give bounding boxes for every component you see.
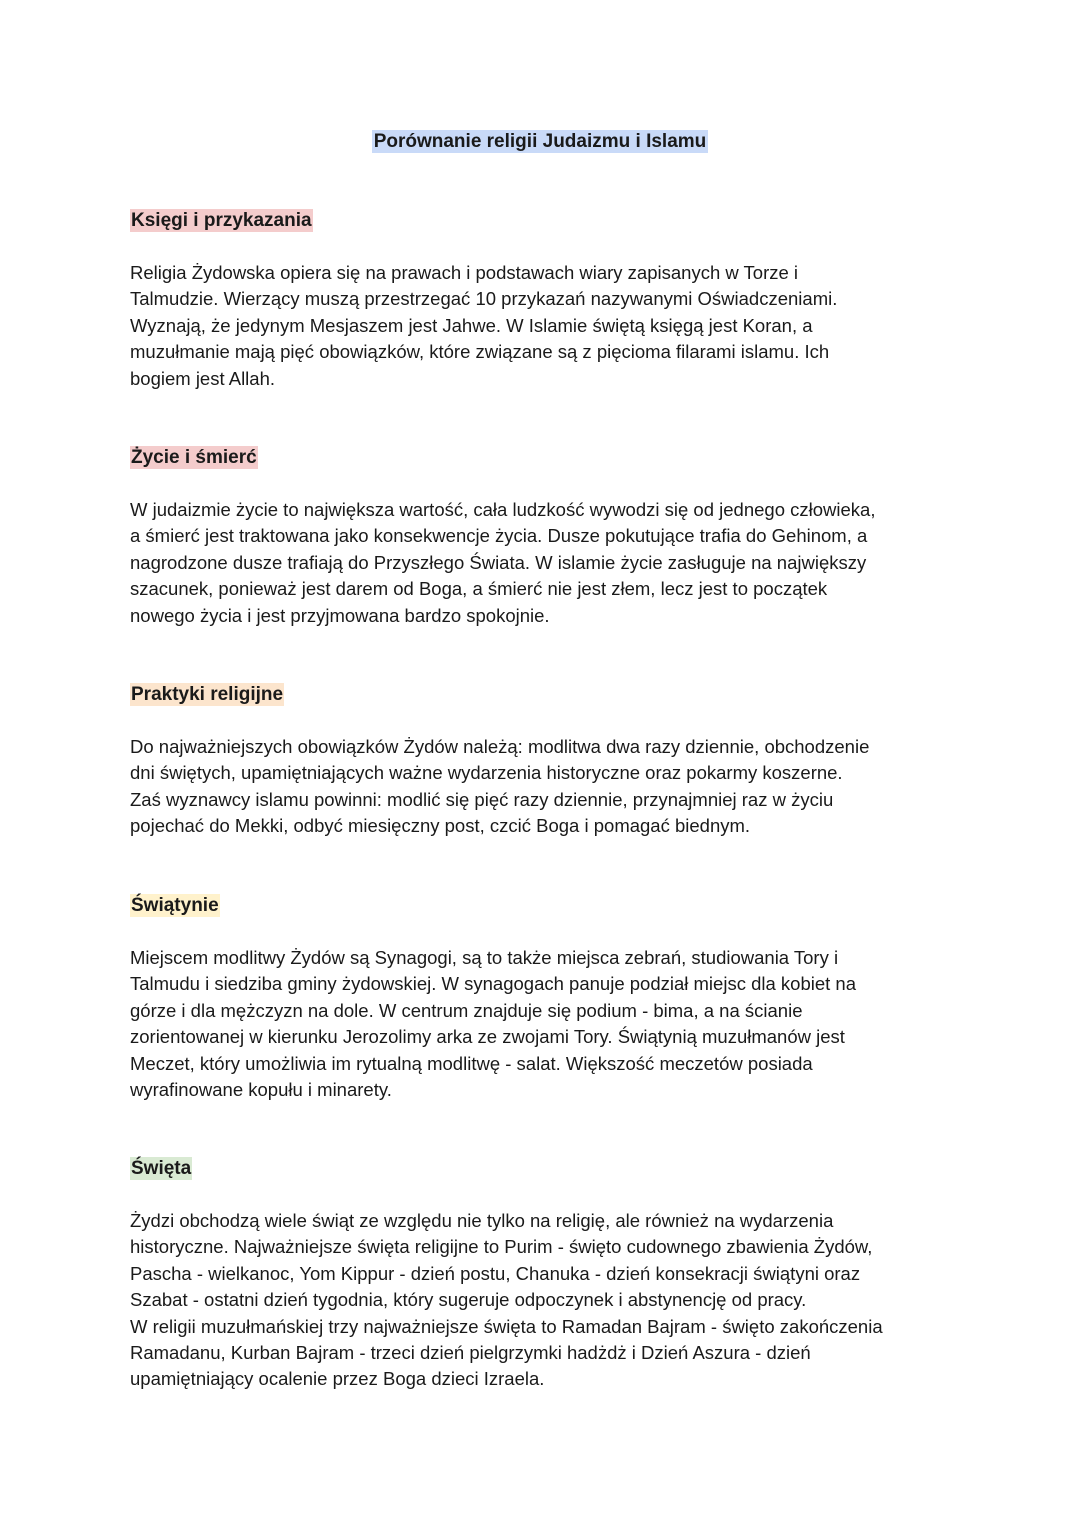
text-line: Do najważniejszych obowiązków Żydów należą: modlitwa dwa razy dziennie, obchodzenie [130, 736, 870, 757]
section-heading-swieta [130, 1155, 192, 1183]
text-line: bogiem jest Allah. [130, 367, 276, 389]
section-body-zycie [130, 497, 960, 629]
section-body-ksiegi [130, 260, 960, 392]
section-body-praktyki [130, 734, 960, 840]
text-line: dni świętych, upamiętniających ważne wydarzenia historyczne oraz pokarmy koszerne. [130, 762, 843, 784]
document-title [0, 128, 1080, 156]
text-line: upamiętniający ocalenie przez Boga dzieci Izraela. [130, 1368, 545, 1390]
text-line: Talmudzie. Wierzący muszą przestrzegać 10 przykazań nazywanymi Oświadczeniami. [130, 288, 838, 310]
text-line: Zaś wyznawcy islamu powinni: modlić się pięć razy dziennie, przynajmniej raz w życiu [130, 788, 834, 810]
text-line: górze i dla mężczyzn na dole. W centrum znajduje się podium - bima, a na ścianie [130, 999, 803, 1021]
section-heading-zycie [130, 444, 258, 472]
text-line: pojechać do Mekki, odbyć miesięczny post, czcić Boga i pomagać biednym. [130, 815, 751, 837]
text-line: nowego życia i jest przyjmowana bardzo spokojnie. [130, 604, 550, 626]
text-line: a śmierć jest traktowana jako konsekwencje życia. Dusze pokutujące trafia do Gehinom, a [130, 525, 868, 547]
section-heading-text: Praktyki religijne [131, 684, 284, 705]
section-body-swieta [130, 1208, 960, 1393]
text-line: W judaizmie życie to największa wartość, cała ludzkość wywodzi się od jednego człowieka, [130, 499, 876, 520]
section-heading-text: Świątynie [131, 895, 219, 916]
section-heading-ksiegi [130, 207, 313, 235]
section-heading-text: Święta [131, 1158, 192, 1179]
section-body-swiatynie [130, 945, 960, 1103]
text-line: szacunek, ponieważ jest darem od Boga, a śmierć nie jest złem, lecz jest to początek [130, 578, 828, 600]
text-line: historyczne. Najważniejsze święta religijne to Purim - święto cudownego zbawienia Żydów, [130, 1236, 873, 1258]
text-line: Pascha - wielkanoc, Yom Kippur - dzień postu, Chanuka - dzień konsekracji świątyni oraz [130, 1262, 861, 1284]
text-line: nagrodzone dusze trafiają do Przyszłego Świata. W islamie życie zasługuje na największy [130, 551, 867, 573]
text-line: zorientowanej w kierunku Jerozolimy arka ze zwojami Tory. Świątynią muzułmanów jest [130, 1026, 845, 1048]
text-line: Wyznają, że jedynym Mesjaszem jest Jahwe. W Islamie świętą księgą jest Koran, a [130, 314, 813, 336]
text-line: Religia Żydowska opiera się na prawach i podstawach wiary zapisanych w Torze i [130, 262, 799, 283]
section-heading-praktyki [130, 681, 284, 709]
text-line: Ramadanu, Kurban Bajram - trzeci dzień pielgrzymki hadżdż i Dzień Aszura - dzień [130, 1342, 811, 1364]
section-heading-swiatynie [130, 892, 220, 920]
section-heading-text: Życie i śmierć [131, 447, 257, 468]
text-line: muzułmanie mają pięć obowiązków, które związane są z pięcioma filarami islamu. Ich [130, 341, 830, 363]
text-line: W religii muzułmańskiej trzy najważniejsze święta to Ramadan Bajram - święto zakończenia [130, 1315, 883, 1337]
section-heading-text: Księgi i przykazania [131, 210, 312, 231]
text-line: Talmudu i siedziba gminy żydowskiej. W synagogach panuje podział miejsc dla kobiet na [130, 973, 856, 995]
text-line: Miejscem modlitwy Żydów są Synagogi, są to także miejsca zebrań, studiowania Tory i [130, 947, 839, 968]
text-line: Meczet, który umożliwia im rytualną modlitwę - salat. Większość meczetów posiada [130, 1052, 813, 1074]
text-line: Szabat - ostatni dzień tygodnia, który sugeruje odpoczynek i abstynencję od pracy. [130, 1289, 807, 1311]
text-line: Żydzi obchodzą wiele świąt ze względu nie tylko na religię, ale również na wydarzenia [130, 1210, 834, 1231]
document-title-text: Porównanie religii Judaizmu i Islamu [373, 131, 707, 152]
text-line: wyrafinowane kopułu i minarety. [130, 1079, 392, 1101]
